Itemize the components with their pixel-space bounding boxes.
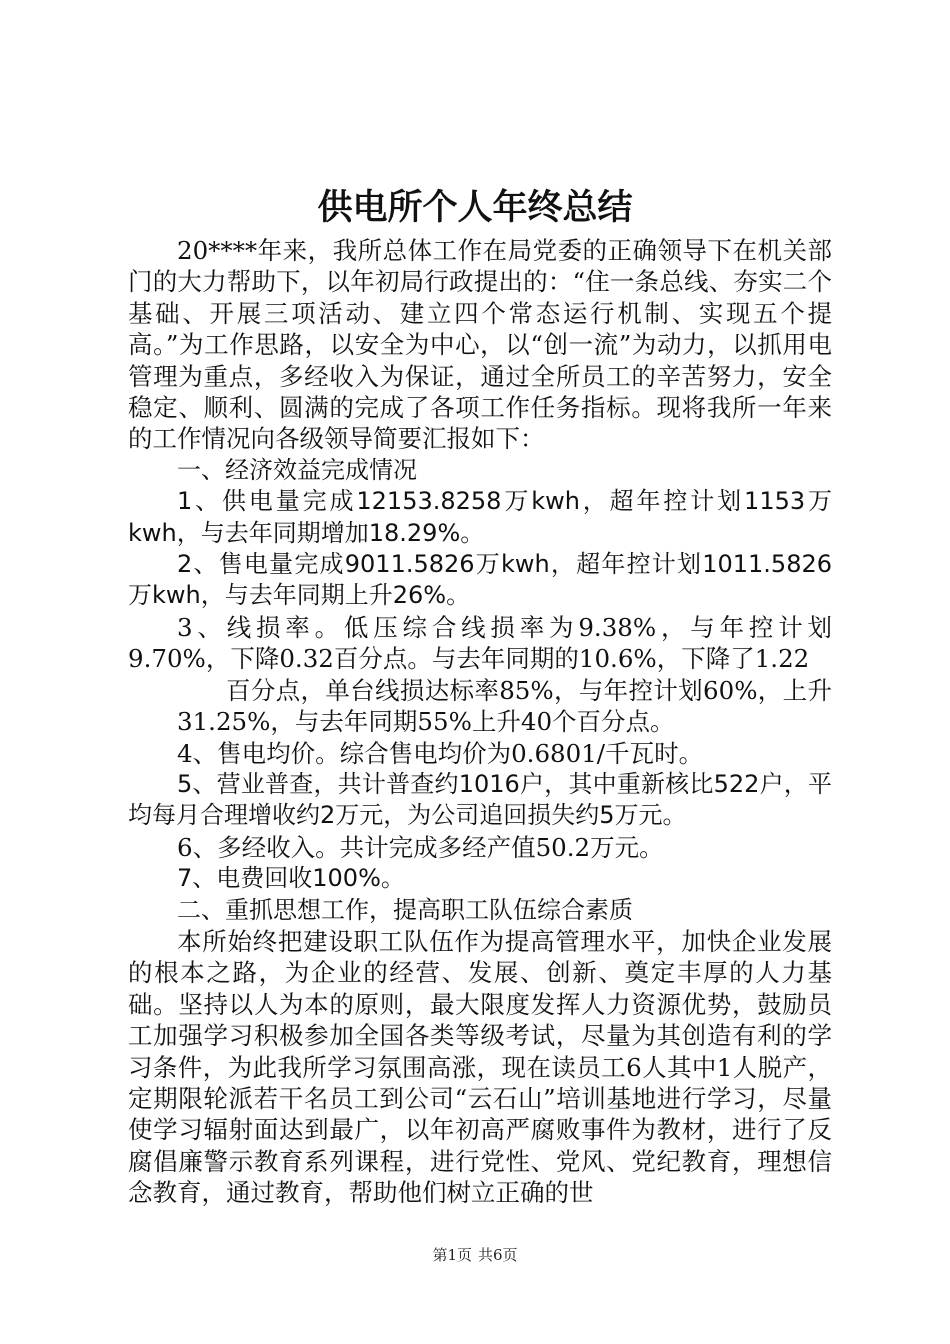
document-body — [128, 235, 832, 1209]
item-fee-collection: 7、电费回收100%。 — [177, 864, 405, 893]
item-power-sales: 2、售电量完成9011.5826万kwh，超年控计划1011.5826万kwh，与去年同期上升26%。 — [128, 550, 832, 610]
item-line-loss-part1: 3、线损率。低压综合线损率为9.38%，与年控计划9.70%，下降0.32百分点。与去年同期的10.6%，下降了1.22 — [128, 612, 832, 674]
item-average-price: 4、售电均价。综合售电均价为0.6801/千瓦时。 — [177, 738, 704, 768]
item-diversified-income: 6、多经收入。共计完成多经产值50.2万元。 — [177, 832, 664, 862]
document-title: 供电所个人年终总结 — [317, 188, 633, 228]
item-business-survey: 5、营业普查，共计普查约1016户，其中重新核比522户，平均每月合理增收约2万元，为公司追回损失约5万元。 — [128, 769, 832, 830]
section-heading-ideology: 二、重抓思想工作，提高职工队伍综合素质 — [177, 895, 633, 924]
page-number: 第1页 — [432, 1246, 472, 1264]
page-footer — [0, 1244, 950, 1265]
item-line-loss-part2: 百分点，单台线损达标率85%，与年控计划60%，上升31.25%，与去年同期55%上升40个百分点。 — [177, 675, 832, 737]
section-heading-economic: 一、经济效益完成情况 — [177, 455, 417, 484]
item-line-loss — [128, 612, 832, 738]
page-total: 共6页 — [478, 1246, 518, 1264]
item-power-supply: 1、供电量完成12153.8258万kwh，超年控计划1153万kwh，与去年同期增加18.29%。 — [128, 487, 832, 547]
section2-paragraph: 本所始终把建设职工队伍作为提高管理水平，加快企业发展的根本之路，为企业的经营、发展、创新、奠定丰厚的人力基础。坚持以人为本的原则，最大限度发挥人力资源优势，鼓励员工加强学习积极参加全国各类等级考试，尽量为其创造有利的学习条件，为此我所学习氛围高涨，现在读员工6人其中1人脱产，定期限轮派若干名员工到公司“云石山”培训基地进行学习，尽量使学习辐射面达到最广，以年初高严腐败事件为教材，进行了反腐倡廉警示教育系列课程，进行党性、党风、党纪教育，理想信念教育，通过教育，帮助他们树立正确的世 — [128, 926, 832, 1208]
intro-paragraph: 20****年来，我所总体工作在局党委的正确领导下在机关部门的大力帮助下，以年初局行政提出的：“住一条总线、夯实二个基础、开展三项活动、建立四个常态运行机制、实现五个提高。”为工作思路，以安全为中心，以“创一流”为动力，以抓用电管理为重点，多经收入为保证，通过全所员工的辛苦努力，安全稳定、顺利、圆满的完成了各项工作任务指标。现将我所一年来的工作情况向各级领导简要汇报如下： — [128, 236, 832, 454]
